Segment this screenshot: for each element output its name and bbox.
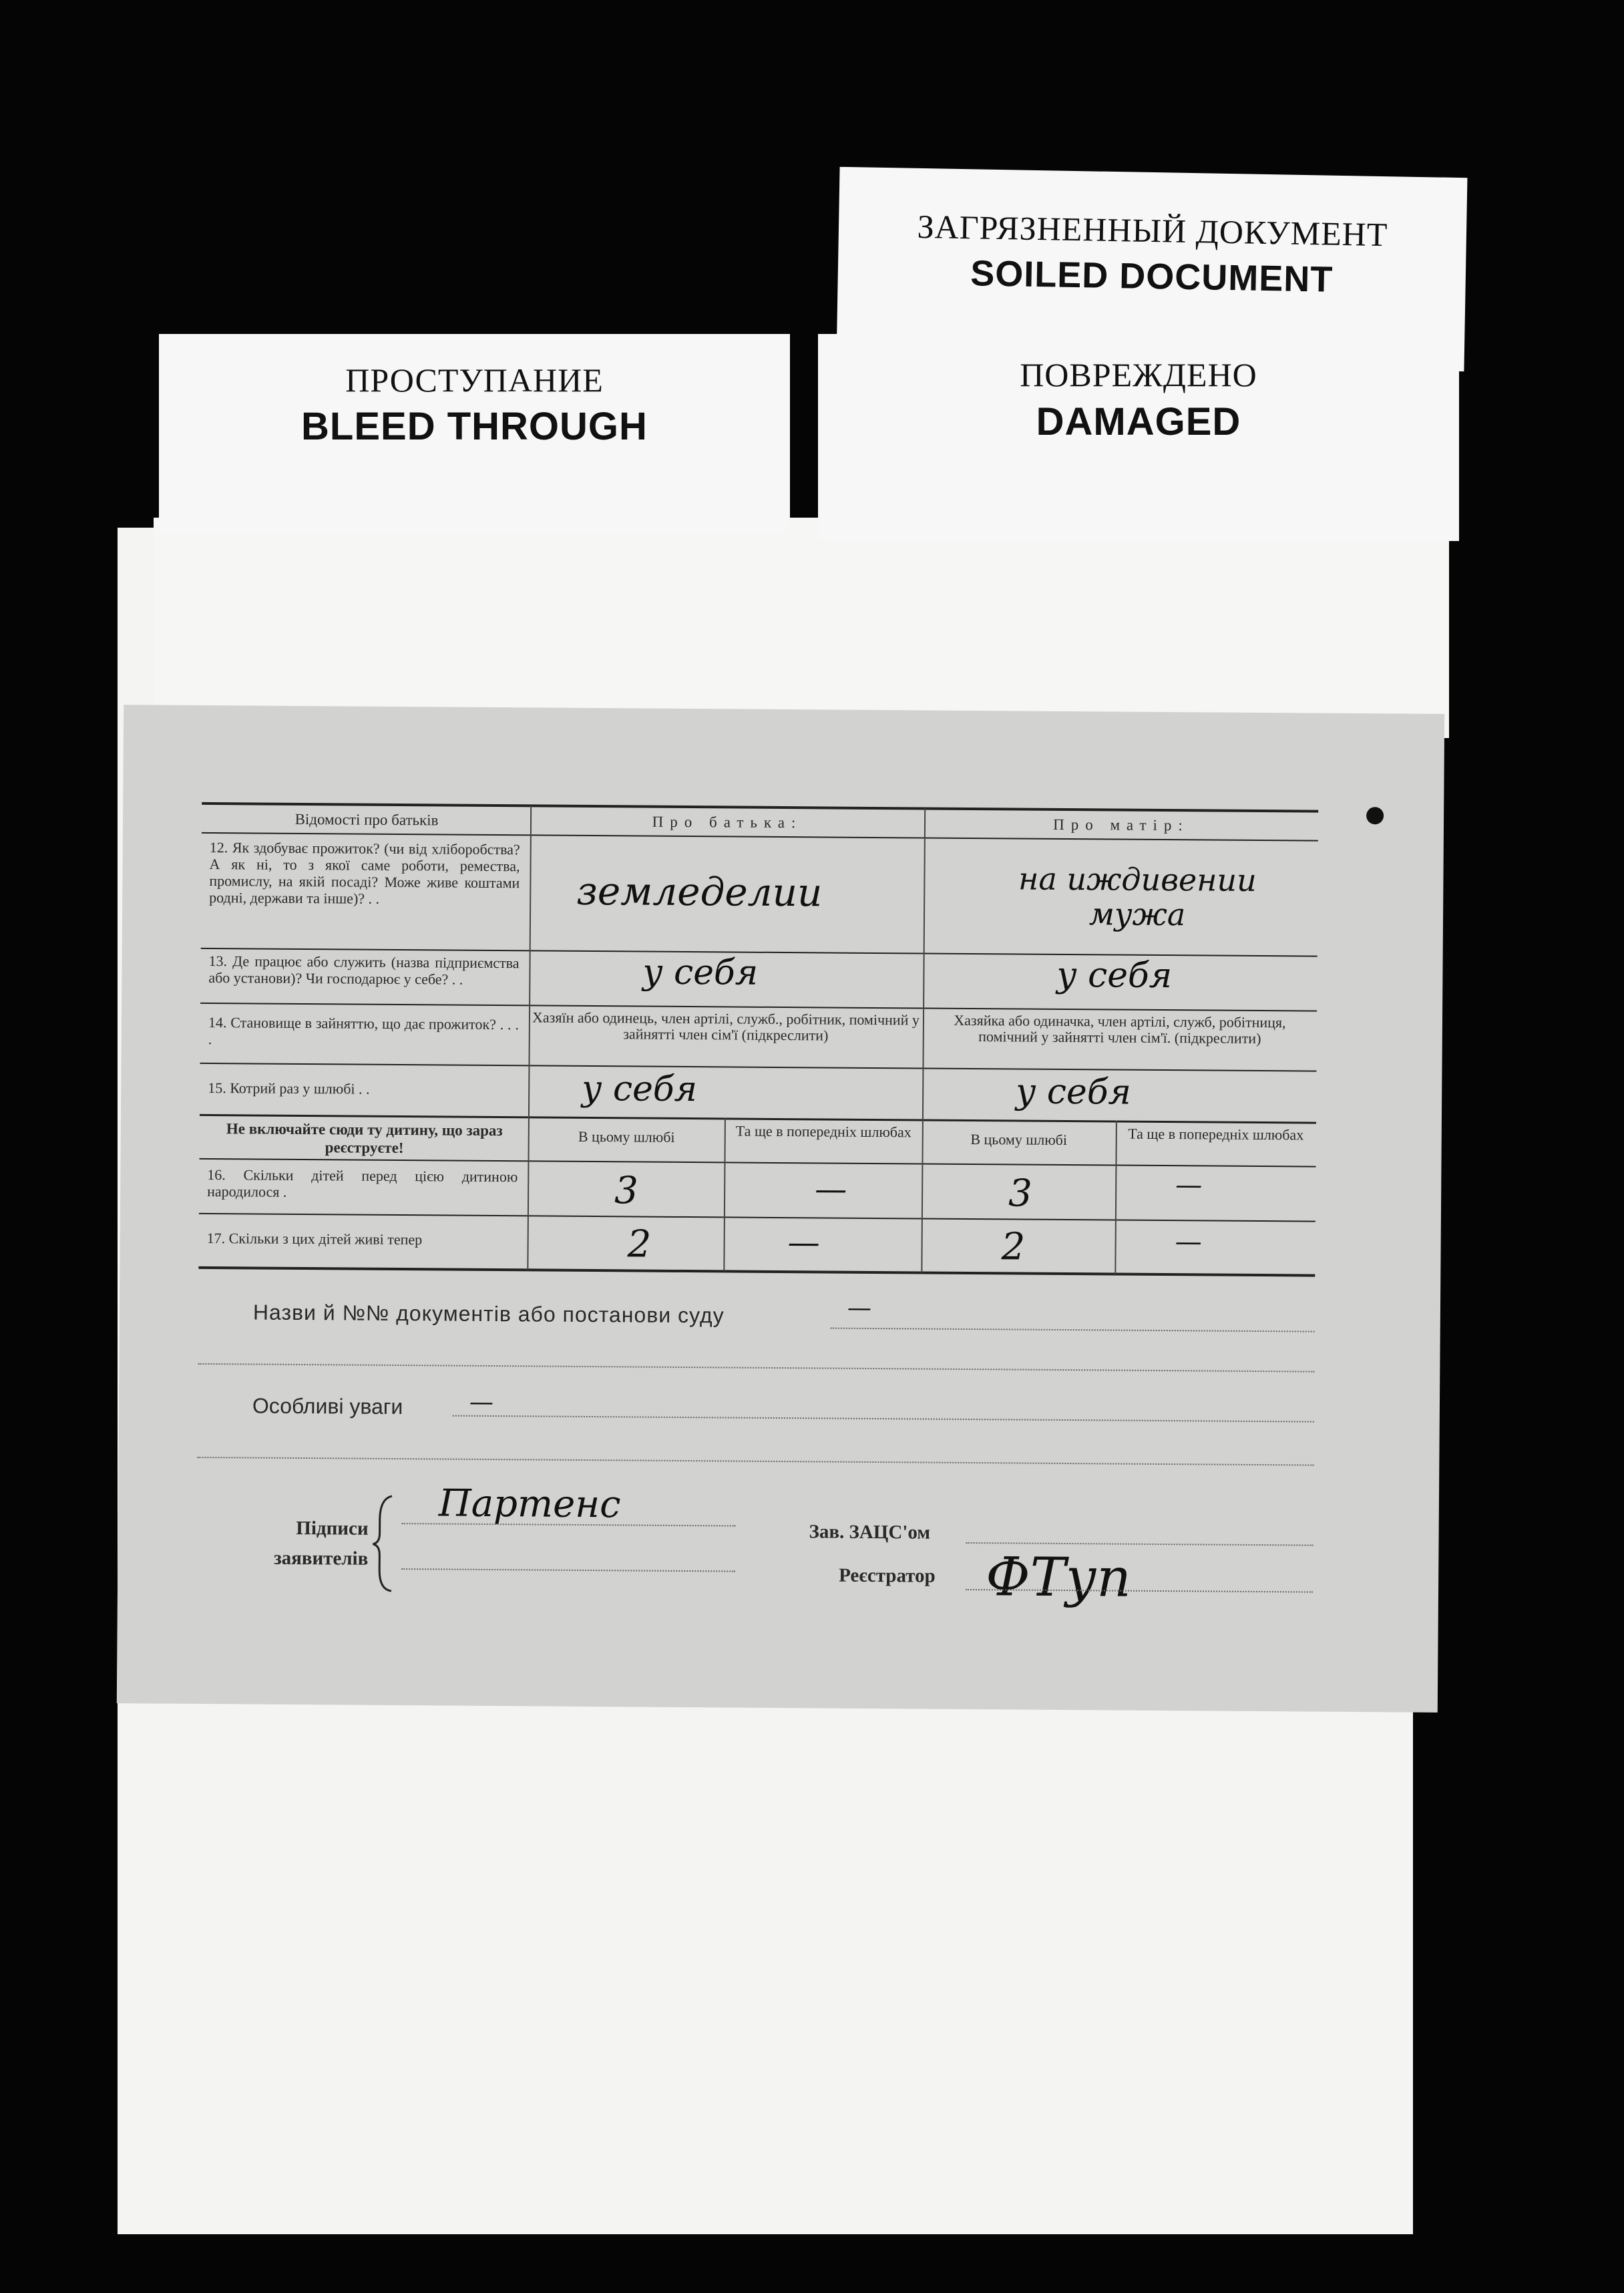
q13-question: 13. Де працює або служить (назва підприємства або установи)? Чи господарює у себе? . . bbox=[208, 952, 520, 988]
col-divider-mother-sub bbox=[1114, 1121, 1117, 1274]
q17-mother-prev: — bbox=[1175, 1226, 1202, 1258]
row14-rule bbox=[200, 1063, 1316, 1072]
q17-father-this: 2 bbox=[627, 1222, 652, 1266]
q14-father-options: Хазяїн або одинець, член артілі, служб., робітник, помічний у зайнятті член сім'ї (підкреслити) bbox=[532, 1009, 920, 1044]
signatures-brace bbox=[370, 1493, 397, 1594]
soiled-en-label: SOILED DOCUMENT bbox=[970, 253, 1334, 300]
q16-father-prev: — bbox=[815, 1170, 847, 1208]
documents-label: Назви й №№ документів або постанови суду bbox=[252, 1300, 725, 1328]
bleed-ru-label: ПРОСТУПАНИЕ bbox=[345, 361, 604, 399]
q16-father-this: 3 bbox=[614, 1169, 639, 1213]
q16-mother-prev: — bbox=[1175, 1170, 1203, 1201]
row16-rule bbox=[199, 1213, 1315, 1222]
documents-value: — bbox=[847, 1294, 872, 1322]
damaged-en-label: DAMAGED bbox=[1036, 400, 1241, 444]
father-previous-header: Та ще в попередніх шлюбах bbox=[735, 1122, 911, 1141]
registration-form bbox=[117, 705, 1444, 1713]
q14-question: 14. Становище в зайняттю, що дає прожиток? . . . . bbox=[208, 1014, 520, 1048]
q17-father-prev: — bbox=[787, 1224, 820, 1262]
q17-question: 17. Скільки з цих дітей живі тепер bbox=[206, 1230, 423, 1248]
signature-line-2 bbox=[401, 1568, 735, 1572]
head-label: Зав. ЗАЦС'ом bbox=[809, 1521, 931, 1544]
punch-hole bbox=[1366, 807, 1384, 824]
q12-mother-answer: на иждивении мужа bbox=[1018, 860, 1257, 933]
notes-label: Особливі уваги bbox=[252, 1393, 403, 1419]
q16-mother-this: 3 bbox=[1008, 1172, 1033, 1216]
q17-mother-this: 2 bbox=[1001, 1225, 1026, 1269]
notes-value: — bbox=[469, 1388, 494, 1417]
q12-question: 12. Як здобуває прожиток? (чи від хліборобства? А як ні, то з якої саме роботи, ремества, промислу, на якій посаді? Може живе коштами родні, держави та інше)? . . bbox=[209, 839, 520, 907]
q15-father-answer: у себя bbox=[582, 1068, 698, 1110]
damaged-card bbox=[818, 334, 1459, 541]
middle-sheet bbox=[154, 518, 1449, 738]
q12-father-answer: земледелии bbox=[576, 868, 823, 916]
header-col1: Відомості про батьків bbox=[294, 810, 439, 829]
q13-father-answer: у себя bbox=[642, 952, 759, 993]
notes-line-1 bbox=[453, 1415, 1314, 1423]
registrar-label: Реєстратор bbox=[839, 1564, 936, 1587]
registrar-signature: ФТуп bbox=[985, 1546, 1132, 1609]
header-mother: Про матір: bbox=[1053, 816, 1189, 834]
table-bottom-rule bbox=[198, 1266, 1315, 1277]
mother-previous-header: Та ще в попередніх шлюбах bbox=[1128, 1125, 1304, 1143]
col-divider-father-sub bbox=[723, 1117, 726, 1271]
damaged-ru-label: ПОВРЕЖДЕНО bbox=[1020, 356, 1257, 393]
bleed-through-card bbox=[159, 334, 790, 534]
header-father: Про батька: bbox=[652, 813, 803, 832]
col-divider-2 bbox=[921, 808, 926, 1272]
mother-this-marriage-header: В цьому шлюбі bbox=[970, 1130, 1068, 1148]
applicant-signature: Партенс bbox=[438, 1481, 621, 1527]
soiled-ru-label: ЗАГРЯЗНЕННЫЙ ДОКУМЕНТ bbox=[917, 207, 1388, 254]
bleed-en-label: BLEED THROUGH bbox=[301, 405, 648, 448]
signatures-label-2: заявителів bbox=[273, 1547, 369, 1570]
father-this-marriage-header: В цьому шлюбі bbox=[578, 1127, 675, 1145]
q16-question: 16. Скільки дітей перед цією дитиною народилося . bbox=[207, 1166, 518, 1200]
documents-line-2 bbox=[198, 1363, 1314, 1373]
notes-line-2 bbox=[197, 1457, 1313, 1466]
col-divider-1 bbox=[527, 806, 532, 1270]
subheader-note: Не включайте сюди ту дитину, що зараз реєструєте! bbox=[226, 1120, 503, 1157]
q14-mother-options: Хазяйка або одиначка, член артілі, служб, робітниця, помічний у зайнятті член сім'ї. (підкреслити) bbox=[954, 1011, 1286, 1047]
q15-question: 15. Котрий раз у шлюбі . . bbox=[208, 1079, 370, 1097]
documents-line-1 bbox=[831, 1328, 1315, 1333]
signatures-label-1: Підписи bbox=[296, 1517, 369, 1540]
subheader-rule bbox=[199, 1158, 1315, 1168]
q13-mother-answer: у себя bbox=[1056, 954, 1173, 997]
q15-mother-answer: у себя bbox=[1016, 1071, 1132, 1113]
